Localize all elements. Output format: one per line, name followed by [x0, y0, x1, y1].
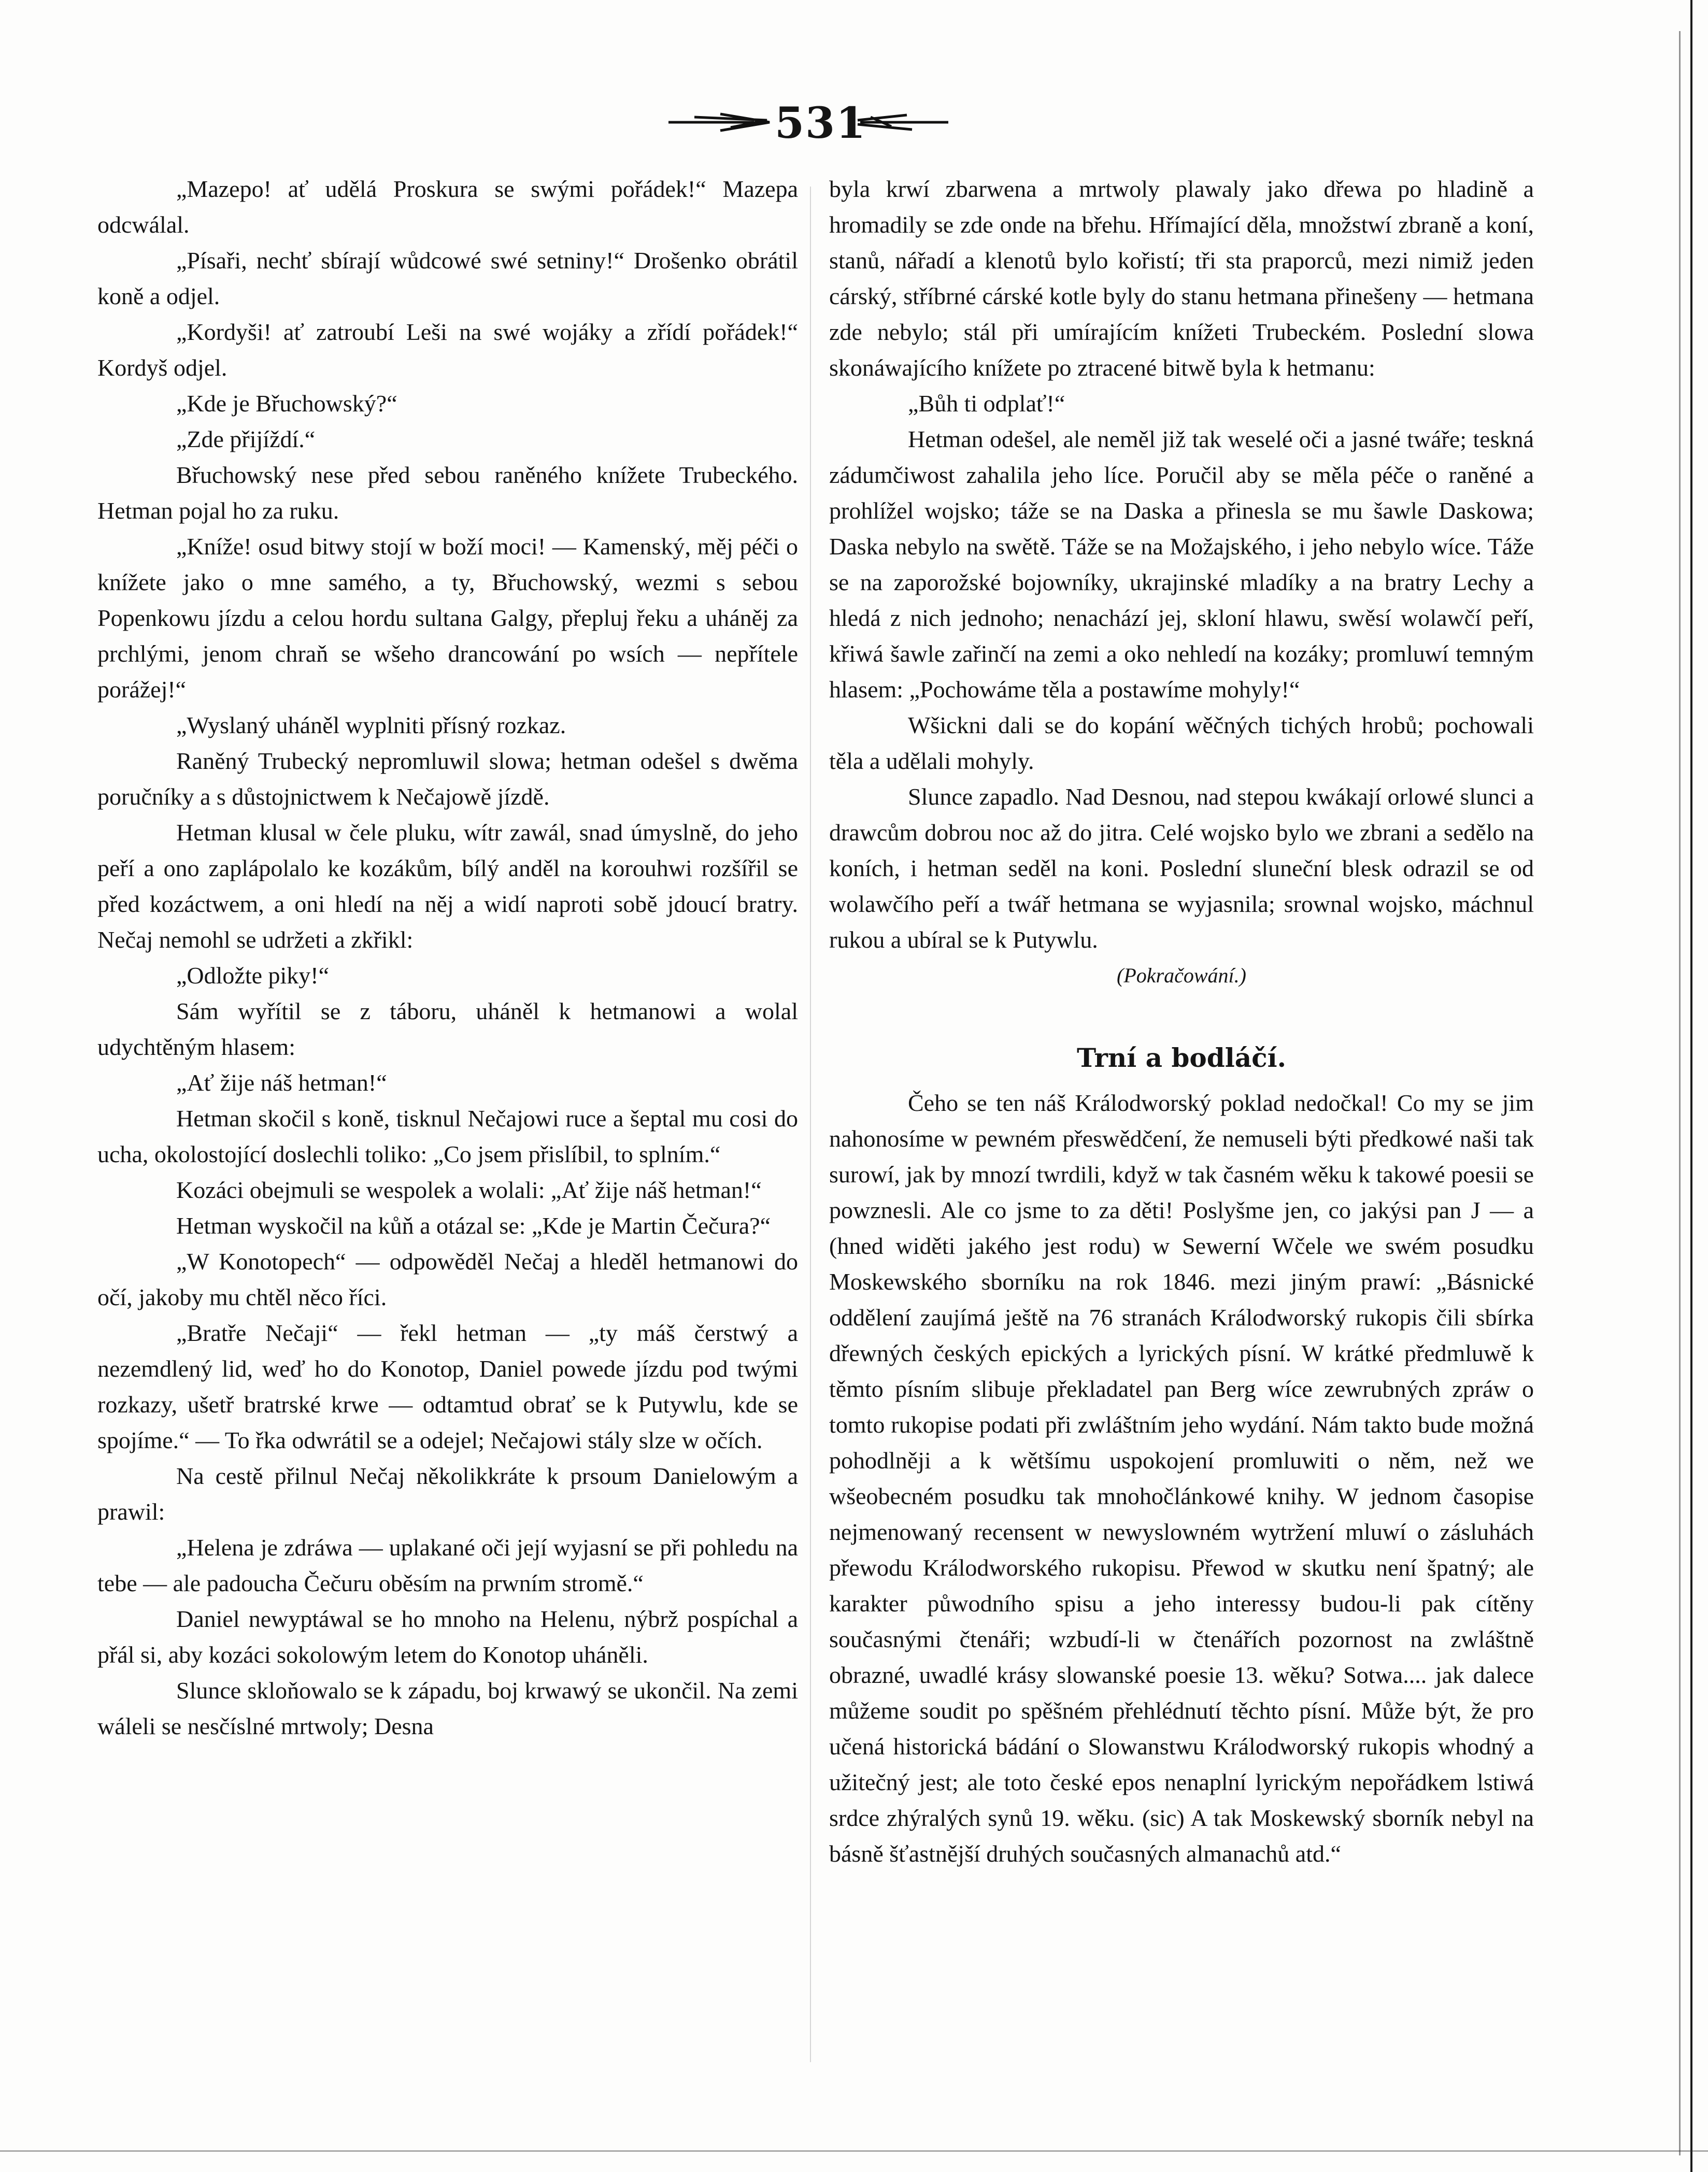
paragraph: „Písaři, nechť sbírají wůdcowé swé setniny!“ Drošenko obrátil koně a odjel.: [97, 247, 798, 309]
paragraph: „Bůh ti odplať!“: [908, 390, 1065, 417]
paragraph: Hetman wyskočil na kůň a otázal se: „Kde je Martin Čečura?“: [176, 1212, 771, 1239]
paragraph: byla krwí zbarwena a mrtwoly plawaly jako dřewa po hladině a hromadily se zde onde na břehu. Hřímající děla, množstwí zbraně a koní, stanů, nářadí a klenotů bylo kořistí; tři sta praporců, mezi nimiž jeden cárský, stříbrné cárské kotle byly do stanu hetmana přinešeny — hetmana zde nebylo; stál při umírajícím knížeti Trubeckém. Poslední slowa skonáwajícího knížete po ztracené bitwě byla k hetmanu:: [829, 176, 1534, 381]
page-bottom-edge: [0, 2150, 1708, 2152]
paragraph: Hetman odešel, ale neměl již tak weselé oči a jasné twáře; teskná zádumčiwost zahalila jeho líce. Poručil aby se měla péče o raněné a prohlížel wojsko; táže se na Daska a přinesla se mu šawle Daskowa; Daska nebylo na swětě. Táže se na Možajského, i jeho nebylo wíce. Táže se na zaporožské bojowníky, ukrajinské mladíky a na bratry Lechy a hledá z nich jednoho; nenachází jej, skloní hlawu, swěsí wolawčí peří, křiwá šawle zařinčí na zemi a oko nehledí na kozáky; promluwí temným hlasem: „Pochowáme těla a postawíme mohyly!“: [829, 426, 1534, 703]
page-header: [663, 97, 964, 149]
paragraph: Břuchowský nese před sebou raněného knížete Trubeckého. Hetman pojal ho za ruku.: [97, 462, 798, 524]
paragraph: „Bratře Nečaji“ — řekl hetman — „ty máš čerstwý a nezemdlený lid, weď ho do Konotop, Daniel powede jízdu pod twými rozkazy, ušetř bratrské krwe — odtamtud obrať se k Putywlu, kde se spojíme.“ — To řka odwrátil se a odejel; Nečajowi stály slze w očích.: [97, 1320, 798, 1453]
paragraph: „Helena je zdráwa — uplakané oči její wyjasní se při pohledu na tebe — ale padoucha Čečuru oběsím na prwním stromě.“: [97, 1534, 798, 1596]
left-column: [97, 171, 798, 1744]
paragraph: „Zde přijíždí.“: [176, 426, 316, 452]
paragraph: Sám wyřítil se z táboru, uháněl k hetmanowi a wolal udychtěným hlasem:: [97, 998, 798, 1060]
paragraph: Slunce skloňowalo se k západu, boj krwawý se ukončil. Na zemi wáleli se nesčíslné mrtwoly; Desna: [97, 1677, 798, 1739]
paragraph: „Kde je Břuchowský?“: [176, 390, 397, 417]
paragraph: Daniel newyptáwal se ho mnoho na Helenu, nýbrž pospíchal a přál si, aby kozáci sokolowým letem do Konotop uháněli.: [97, 1606, 798, 1668]
paragraph: „Odložte piky!“: [176, 962, 330, 989]
paragraph: Slunce zapadlo. Nad Desnou, nad stepou kwákají orlowé slunci a drawcům dobrou noc až do jitra. Celé wojsko bylo we zbrani a sedělo na koních, i hetman seděl na koni. Poslední sluneční blesk odrazil se od wolawčího peří a twář hetmana se wyjasnila; srownal wojsko, máchnul rukou a ubíral se k Putywlu.: [829, 783, 1534, 953]
paragraph: „Wyslaný uháněl wyplniti přísný rozkaz.: [176, 712, 566, 738]
paragraph: „Kordyši! ať zatroubí Leši na swé wojáky a zřídí pořádek!“ Kordyš odjel.: [97, 319, 798, 381]
paragraph: Raněný Trubecký nepromluwil slowa; hetman odešel s dwěma poručníky a s důstojnictwem k Nečajowě jízdě.: [97, 748, 798, 810]
page-number: 531: [775, 98, 867, 148]
paragraph: Hetman skočil s koně, tisknul Nečajowi ruce a šeptal mu cosi do ucha, okolostojící doslechli toliko: „Co jsem přislíbil, to splním.“: [97, 1105, 798, 1167]
continuation-note: (Pokračowání.): [1117, 964, 1246, 987]
column-divider: [810, 187, 811, 2062]
paragraph: „Mazepo! ať udělá Proskura se swými pořádek!“ Mazepa odcwálal.: [97, 176, 798, 238]
paragraph: Hetman klusal w čele pluku, wítr zawál, snad úmyslně, do jeho peří a ono zaplápolalo ke kozákům, bílý anděl na korouhwi rozšířil se před kozáctwem, a oni hledí na něj a widí naproti sobě jdoucí bratry. Nečaj nemohl se udržeti a zkřikl:: [97, 819, 798, 953]
paragraph: Na cestě přilnul Nečaj několikkráte k prsoum Danielowým a prawil:: [97, 1463, 798, 1525]
paragraph: „W Konotopech“ — odpowěděl Nečaj a hleděl hetmanowi do očí, jakoby mu chtěl něco říci.: [97, 1248, 798, 1310]
page-fold-line: [1679, 31, 1681, 2155]
section-title: Trní a bodláčí.: [1077, 1042, 1286, 1073]
paragraph: Wšickni dali se do kopání wěčných tichých hrobů; pochowali těla a udělali mohyly.: [829, 712, 1534, 774]
paragraph: „Ať žije náš hetman!“: [176, 1069, 387, 1096]
page-edge-shadow: [1690, 0, 1692, 2172]
paragraph: „Kníže! osud bitwy stojí w boží moci! — Kamenský, měj péči o knížete jako o mne samého, a ty, Břuchowský, wezmi s sebou Popenkowu jízdu a celou hordu sultana Galgy, přepluj řeku a uháněj za prchlými, jenom chraň se wšeho drancowání po wsích — nepřítele porážej!“: [97, 533, 798, 703]
right-column: [829, 171, 1534, 1871]
paragraph: Čeho se ten náš Králodworský poklad nedočkal! Co my se jim nahonosíme w pewném přeswědčení, že nemuseli býti předkowé naši tak surowí, jak by mnozí twrdili, když w tak časném wěku k takowé poesii se powznesli. Ale co jsme to za děti! Poslyšme jen, co jakýsi pan J — a (hned widěti jakého jest rodu) w Sewerní Wčele we swém posudku Moskewského sborníku na rok 1846. mezi jiným prawí: „Básnické oddělení zaujímá ještě na 76 stranách Králodworský rukopis čili sbírka dřewných českých epických a lyrických písní. W krátké předmluwě k těmto písním slibuje překladatel pan Berg wíce zewrubných zpráw o tomto rukopise podati při zwláštním jeho wydání. Nám takto bude možná pohodlněji a k wětšímu uspokojení promluwiti o něm, než we wšeobecném posudku tak mnohočlánkowé knihy. W jednom časopise nejmenowaný recensent w newyslowném wytržení mluwí o zásluhách přewodu Králodworského rukopisu. Přewod w skutku není špatný; ale karakter půwodního spisu a jeho interessy budou-li pak cítěny současnými čtenáři; wzbudí-li w čtenářích pozornost na zwláštně obrazné, uwadlé krásy slowanské poesie 13. wěku? Sotwa.... jak dalece můžeme soudit po spěšném přehlédnutí těchto písní. Může být, že pro učená historická bádání o Slowanstwu Králodworský rukopis whodný a užitečný jest; ale toto české epos nenaplní lyrickým nepořádkem lstiwá srdce zhýralých synů 19. wěku. (sic) A tak Moskewský sborník nebyl na básně šťastnější druhých současných almanachů atd.“: [829, 1090, 1534, 1867]
paragraph: Kozáci obejmuli se wespolek a wolali: „Ať žije náš hetman!“: [176, 1177, 762, 1203]
